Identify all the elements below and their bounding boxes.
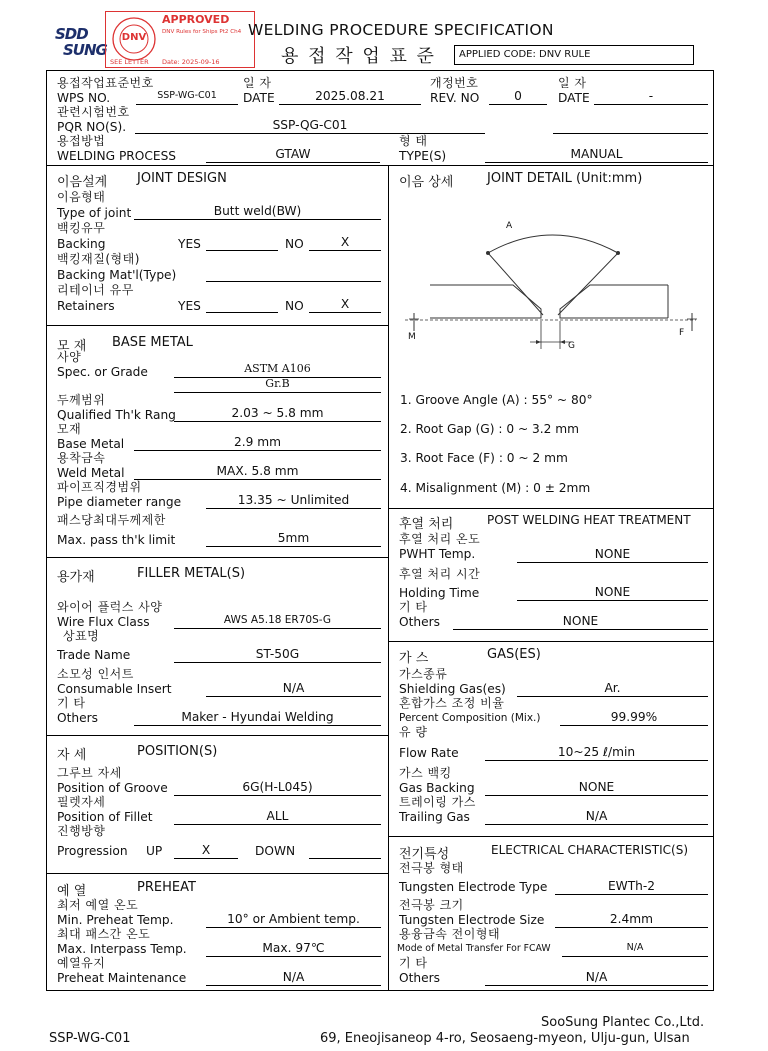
groove-label: Position of Groove (57, 781, 168, 795)
base-metal-title-kr: 모 재 (57, 339, 87, 354)
joint-type-label: Type of joint (57, 206, 132, 220)
pipe-kr: 파이프직경범위 (57, 480, 142, 494)
divider-right-1 (388, 508, 714, 509)
pwht-others-label: Others (399, 615, 440, 629)
label-f: F (679, 328, 685, 338)
filler-others-label: Others (57, 711, 98, 725)
pwht-temp-value: NONE (517, 547, 708, 563)
divider-left-3 (46, 735, 388, 736)
gas-title-kr: 가 스 (399, 651, 429, 666)
pwht-title-kr: 후열 처리 (399, 517, 454, 532)
trade-kr: 상표명 (63, 629, 100, 643)
joint-detail-diagram (400, 215, 705, 355)
fillet-value: ALL (174, 809, 381, 825)
stamp-approved: APPROVED (162, 13, 230, 26)
stamp-see-letter: SEE LETTER (110, 58, 149, 66)
wire-kr: 와이어 플럭스 사양 (57, 600, 163, 614)
divider-left-1 (46, 325, 388, 326)
rev-label: REV. NO (430, 91, 480, 105)
mix-value: 99.99% (560, 710, 708, 726)
company-logo (55, 25, 110, 60)
joint-type-kr: 이음형태 (57, 190, 106, 204)
backing-mat-label: Backing Mat'l(Type) (57, 268, 177, 282)
electrical-others-kr: 기 타 (399, 956, 428, 970)
date2-label: DATE (558, 91, 590, 105)
fillet-label: Position of Fillet (57, 810, 153, 824)
preheat-maint-label: Preheat Maintenance (57, 971, 187, 985)
transfer-kr: 용융금속 전이형태 (399, 927, 501, 941)
pwht-temp-label: PWHT Temp. (399, 547, 476, 561)
wps-no-label: WPS NO. (57, 91, 111, 105)
gas-backing-value: NONE (485, 780, 708, 796)
spec-value-1: ASTM A106 (174, 362, 381, 378)
logo-line1: SDD (55, 25, 88, 43)
pwht-others-kr: 기 타 (399, 600, 428, 614)
base-metal-title-en: BASE METAL (112, 335, 193, 350)
weld-kr: 용착금속 (57, 451, 106, 465)
spec-label: Spec. or Grade (57, 365, 148, 379)
flow-kr: 유 량 (399, 725, 428, 739)
base-label: Base Metal (57, 437, 125, 451)
base-value: 2.9 mm (134, 435, 381, 451)
preheat-maint-value: N/A (206, 970, 381, 986)
rev-kr: 개정번호 (430, 76, 479, 90)
footer-doc-no: SSP-WG-C01 (49, 1031, 131, 1046)
mix-kr: 혼합가스 조정 비율 (399, 696, 505, 710)
backing-mat-kr: 백킹재질(형태) (57, 252, 140, 266)
trade-label: Trade Name (57, 648, 131, 662)
transfer-label: Mode of Metal Transfer For FCAW (397, 943, 551, 954)
position-title-kr: 자 세 (57, 748, 87, 763)
wps-no-value: SSP-WG-C01 (136, 89, 238, 105)
pwht-time-kr: 후열 처리 시간 (399, 567, 481, 581)
label-a: A (506, 221, 513, 231)
gas-backing-label: Gas Backing (399, 781, 475, 795)
pwht-time-label: Holding Time (399, 586, 480, 600)
joint-detail-title-kr: 이음 상세 (399, 175, 454, 190)
applied-code: APPLIED CODE: DNV RULE (459, 49, 591, 60)
pqr-kr: 관련시험번호 (57, 105, 130, 119)
shield-kr: 가스종류 (399, 667, 448, 681)
flow-label: Flow Rate (399, 746, 459, 760)
electrical-title-kr: 전기특성 (399, 847, 450, 862)
footer-address: 69, Eneojisaneop 4-ro, Seosaeng-myeon, Ulju-gun, Ulsan (320, 1031, 690, 1046)
applied-code-box (454, 45, 694, 65)
approval-stamp (105, 11, 255, 68)
insert-label: Consumable Insert (57, 682, 172, 696)
fillet-kr: 필렛자세 (57, 795, 106, 809)
process-kr: 용접방법 (57, 134, 106, 148)
process-value: GTAW (206, 147, 380, 163)
retainers-yes-value (206, 297, 278, 313)
stamp-date: Date: 2025-09-16 (162, 58, 220, 66)
logo-line2: SUNG (63, 41, 107, 59)
max-interpass-kr: 최대 패스간 온도 (57, 927, 151, 941)
weld-value: MAX. 5.8 mm (134, 464, 381, 480)
pwht-time-value: NONE (517, 585, 708, 601)
wps-no-kr: 용접작업표준번호 (57, 76, 154, 90)
pqr-value: SSP-QG-C01 (135, 118, 485, 134)
wire-value: AWS A5.18 ER70S-G (174, 613, 381, 629)
title-kr: 용 접 작 업 표 준 (281, 46, 436, 67)
thk-label: Qualified Th'k Rang (57, 408, 176, 422)
divider-top-block (46, 165, 714, 166)
min-preheat-kr: 최저 예열 온도 (57, 898, 139, 912)
stamp-rules: DNV Rules for Ships Pt2 Ch4 (162, 29, 242, 35)
min-preheat-label: Min. Preheat Temp. (57, 913, 174, 927)
pipe-label: Pipe diameter range (57, 495, 182, 509)
stamp-dnv: DNV (121, 32, 147, 43)
process-label: WELDING PROCESS (57, 149, 177, 163)
rev-value: 0 (489, 89, 547, 105)
prog-kr: 진행방향 (57, 824, 106, 838)
joint-detail-title-en: JOINT DETAIL (Unit:mm) (487, 171, 643, 186)
electrical-others-value: N/A (485, 970, 708, 986)
label-m: M (408, 332, 416, 342)
date2-value: - (594, 89, 708, 105)
preheat-maint-kr: 예열유지 (57, 956, 106, 970)
label-g: G (568, 341, 575, 351)
weld-label: Weld Metal (57, 466, 125, 480)
electrode-type-value: EWTh-2 (555, 879, 708, 895)
detail-note-4: 4. Misalignment (M) : 0 ± 2mm (400, 481, 591, 495)
electrode-size-value: 2.4mm (555, 912, 708, 928)
base-kr: 모재 (57, 422, 82, 436)
pipe-value: 13.35 ~ Unlimited (206, 493, 381, 509)
divider-right-3 (388, 836, 714, 837)
pwht-title-en: POST WELDING HEAT TREATMENT (487, 513, 691, 527)
backing-kr: 백킹유무 (57, 221, 106, 235)
date-kr: 일 자 (243, 76, 272, 90)
electrode-type-label: Tungsten Electrode Type (399, 880, 548, 894)
divider-right-2 (388, 641, 714, 642)
detail-note-1: 1. Groove Angle (A) : 55° ~ 80° (400, 393, 593, 407)
electrode-type-kr: 전극봉 형태 (399, 861, 464, 875)
retainers-kr: 리테이너 유무 (57, 283, 134, 297)
position-title-en: POSITION(S) (137, 744, 218, 759)
date-label: DATE (243, 91, 275, 105)
shield-label: Shielding Gas(es) (399, 682, 506, 696)
divider-left-2 (46, 557, 388, 558)
joint-type-value: Butt weld(BW) (134, 204, 381, 220)
filler-others-kr: 기 타 (57, 696, 86, 710)
thk-value: 2.03 ~ 5.8 mm (174, 406, 381, 422)
flow-value: 10~25 ℓ/min (485, 745, 708, 761)
spec-value-2: Gr.B (174, 377, 381, 393)
filler-title-kr: 용가재 (57, 570, 95, 585)
pass-label: Max. pass th'k limit (57, 533, 176, 547)
mix-label: Percent Composition (Mix.) (399, 712, 541, 724)
electrode-size-label: Tungsten Electrode Size (399, 913, 545, 927)
gas-title-en: GAS(ES) (487, 647, 541, 662)
wire-label: Wire Flux Class (57, 615, 150, 629)
shield-value: Ar. (517, 681, 708, 697)
preheat-title-en: PREHEAT (137, 880, 196, 895)
electrical-title-en: ELECTRICAL CHARACTERISTIC(S) (491, 843, 688, 857)
electrode-size-kr: 전극봉 크기 (399, 898, 464, 912)
pwht-temp-kr: 후열 처리 온도 (399, 532, 481, 546)
groove-kr: 그루브 자세 (57, 766, 122, 780)
pqr-label: PQR NO(S). (57, 120, 127, 134)
type-label: TYPE(S) (399, 149, 447, 163)
trade-value: ST-50G (174, 647, 381, 663)
retainers-no-label: NO (285, 299, 304, 313)
insert-value: N/A (206, 681, 381, 697)
min-preheat-value: 10° or Ambient temp. (206, 912, 381, 928)
prog-down-value (309, 843, 381, 859)
retainers-label: Retainers (57, 299, 115, 313)
retainers-yes-label: YES (178, 299, 201, 313)
stamp-seal-icon (111, 16, 157, 62)
max-interpass-value: Max. 97℃ (206, 941, 381, 957)
backing-yes-label: YES (178, 237, 201, 251)
joint-design-title-kr: 이음설계 (57, 175, 108, 190)
gas-backing-kr: 가스 백킹 (399, 766, 452, 780)
footer-company: SooSung Plantec Co.,Ltd. (541, 1015, 705, 1030)
prog-label: Progression (57, 844, 128, 858)
detail-note-3: 3. Root Face (F) : 0 ~ 2 mm (400, 451, 568, 465)
spec-kr: 사양 (57, 350, 82, 364)
groove-drawing (400, 215, 705, 355)
joint-design-title-en: JOINT DESIGN (137, 171, 227, 186)
pass-kr: 패스당최대두께제한 (57, 513, 166, 527)
type-kr: 형 태 (399, 134, 428, 148)
backing-mat-value (206, 266, 381, 282)
divider-left-4 (46, 873, 388, 874)
title-en: WELDING PROCEDURE SPECIFICATION (248, 21, 554, 39)
backing-no-label: NO (285, 237, 304, 251)
pass-value: 5mm (206, 531, 381, 547)
prog-up-label: UP (146, 844, 163, 858)
pqr-extra-line (553, 118, 708, 134)
insert-kr: 소모성 인서트 (57, 667, 134, 681)
transfer-value: N/A (562, 941, 708, 957)
backing-label: Backing (57, 237, 106, 251)
date2-kr: 일 자 (558, 76, 587, 90)
trailing-value: N/A (485, 809, 708, 825)
divider-center (388, 165, 389, 991)
backing-yes-value (206, 235, 278, 251)
type-value: MANUAL (485, 147, 708, 163)
prog-up-value: X (174, 843, 238, 859)
max-interpass-label: Max. Interpass Temp. (57, 942, 187, 956)
prog-down-label: DOWN (255, 844, 296, 858)
backing-no-value: X (309, 235, 381, 251)
detail-note-2: 2. Root Gap (G) : 0 ~ 3.2 mm (400, 422, 580, 436)
trailing-kr: 트레이링 가스 (399, 795, 476, 809)
thk-kr: 두께범위 (57, 393, 106, 407)
retainers-no-value: X (309, 297, 381, 313)
electrical-others-label: Others (399, 971, 440, 985)
date-value: 2025.08.21 (279, 89, 421, 105)
groove-value: 6G(H-L045) (174, 780, 381, 796)
pwht-others-value: NONE (453, 614, 708, 630)
filler-title-en: FILLER METAL(S) (137, 566, 246, 581)
preheat-title-kr: 예 열 (57, 884, 87, 899)
trailing-label: Trailing Gas (399, 810, 470, 824)
filler-others-value: Maker - Hyundai Welding (134, 710, 381, 726)
